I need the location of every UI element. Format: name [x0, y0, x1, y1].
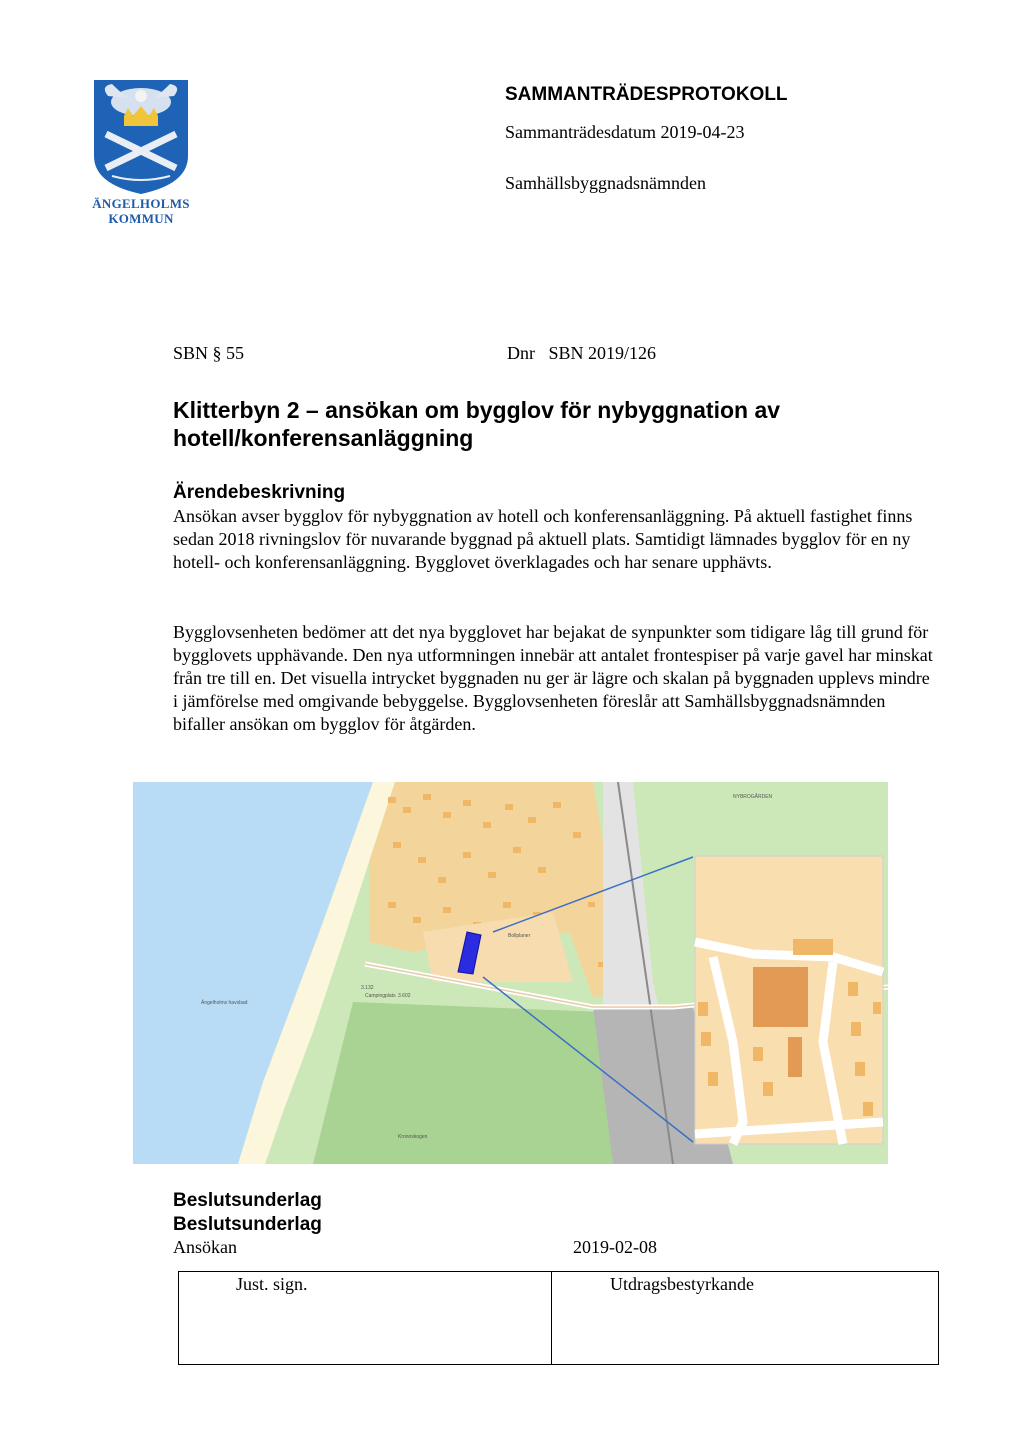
- description-paragraph-1: Ansökan avser bygglov för nybyggnation av hotell och konferensanläggning. På aktuell fastighet finns sedan 2018 rivningslov för nuvarande byggnad på aktuell plats. Samtidigt lämnades bygglov för en ny hotell- och konferensanläggning. Bygglovet överklagades och har senare upphävts.: [173, 506, 913, 572]
- paragraph-number: SBN § 55: [173, 343, 245, 363]
- section-heading-description: Ärendebeskrivning: [173, 482, 346, 503]
- signature-label-left: Just. sign.: [236, 1274, 308, 1294]
- basis-item: Ansökan: [173, 1237, 237, 1257]
- municipality-name: [80, 196, 202, 226]
- signature-cell-right: [552, 1272, 939, 1365]
- map-label-north: NYBROGÅRDEN: [733, 794, 773, 800]
- map-label-pin1: 3.132: [361, 985, 374, 991]
- diary-number: Dnr SBN 2019/126: [507, 343, 657, 363]
- description-paragraph-2: Bygglovsenheten bedömer att det nya bygglovet har bejakat de synpunkter som tidigare låg till grund för bygglovets upphävande. Den nya utformningen innebär att antalet frontespiser på varje gavel har minskat från tre till en. Det visuella intrycket byggnaden nu ger är lägre och skalan på byggnaden upplevs mindre i jämförelse med omgivande bebyggelse. Bygglovsenheten föreslår att Samhällsbyggnadsnämnden bifaller ansökan om bygglov för åtgärden.: [173, 622, 933, 734]
- signature-cell-left: [179, 1272, 552, 1365]
- map-label-area: Bollplaner: [508, 933, 531, 939]
- case-title: Klitterbyn 2 – ansökan om bygglov för nybyggnation av hotell/konferensanläggning: [173, 397, 781, 451]
- signature-table: [178, 1271, 939, 1365]
- signature-label-right: Utdragsbestyrkande: [610, 1274, 754, 1294]
- section-heading-basis-2: Beslutsunderlag: [173, 1214, 322, 1235]
- section-heading-basis-1: Beslutsunderlag: [173, 1190, 322, 1211]
- meeting-date: Sammanträdesdatum 2019-04-23: [505, 122, 745, 142]
- map-label-road: Kronoskogen: [398, 1134, 428, 1140]
- committee-name: Samhällsbyggnadsnämnden: [505, 173, 706, 193]
- map-label-pin2: 3.602: [398, 993, 411, 999]
- municipality-name-line2: KOMMUN: [108, 211, 174, 226]
- site-map: [133, 782, 888, 1164]
- basis-item-date: 2019-02-08: [573, 1237, 657, 1257]
- map-inset: [695, 856, 883, 1144]
- map-label-beach: Ängelholms havsbad: [201, 1000, 248, 1006]
- municipality-name-line1: ÄNGELHOLMS: [92, 196, 190, 211]
- map-label-camping: Campingplats: [365, 993, 396, 999]
- document-type: SAMMANTRÄDESPROTOKOLL: [505, 84, 788, 105]
- coat-of-arms-logo: [90, 78, 192, 196]
